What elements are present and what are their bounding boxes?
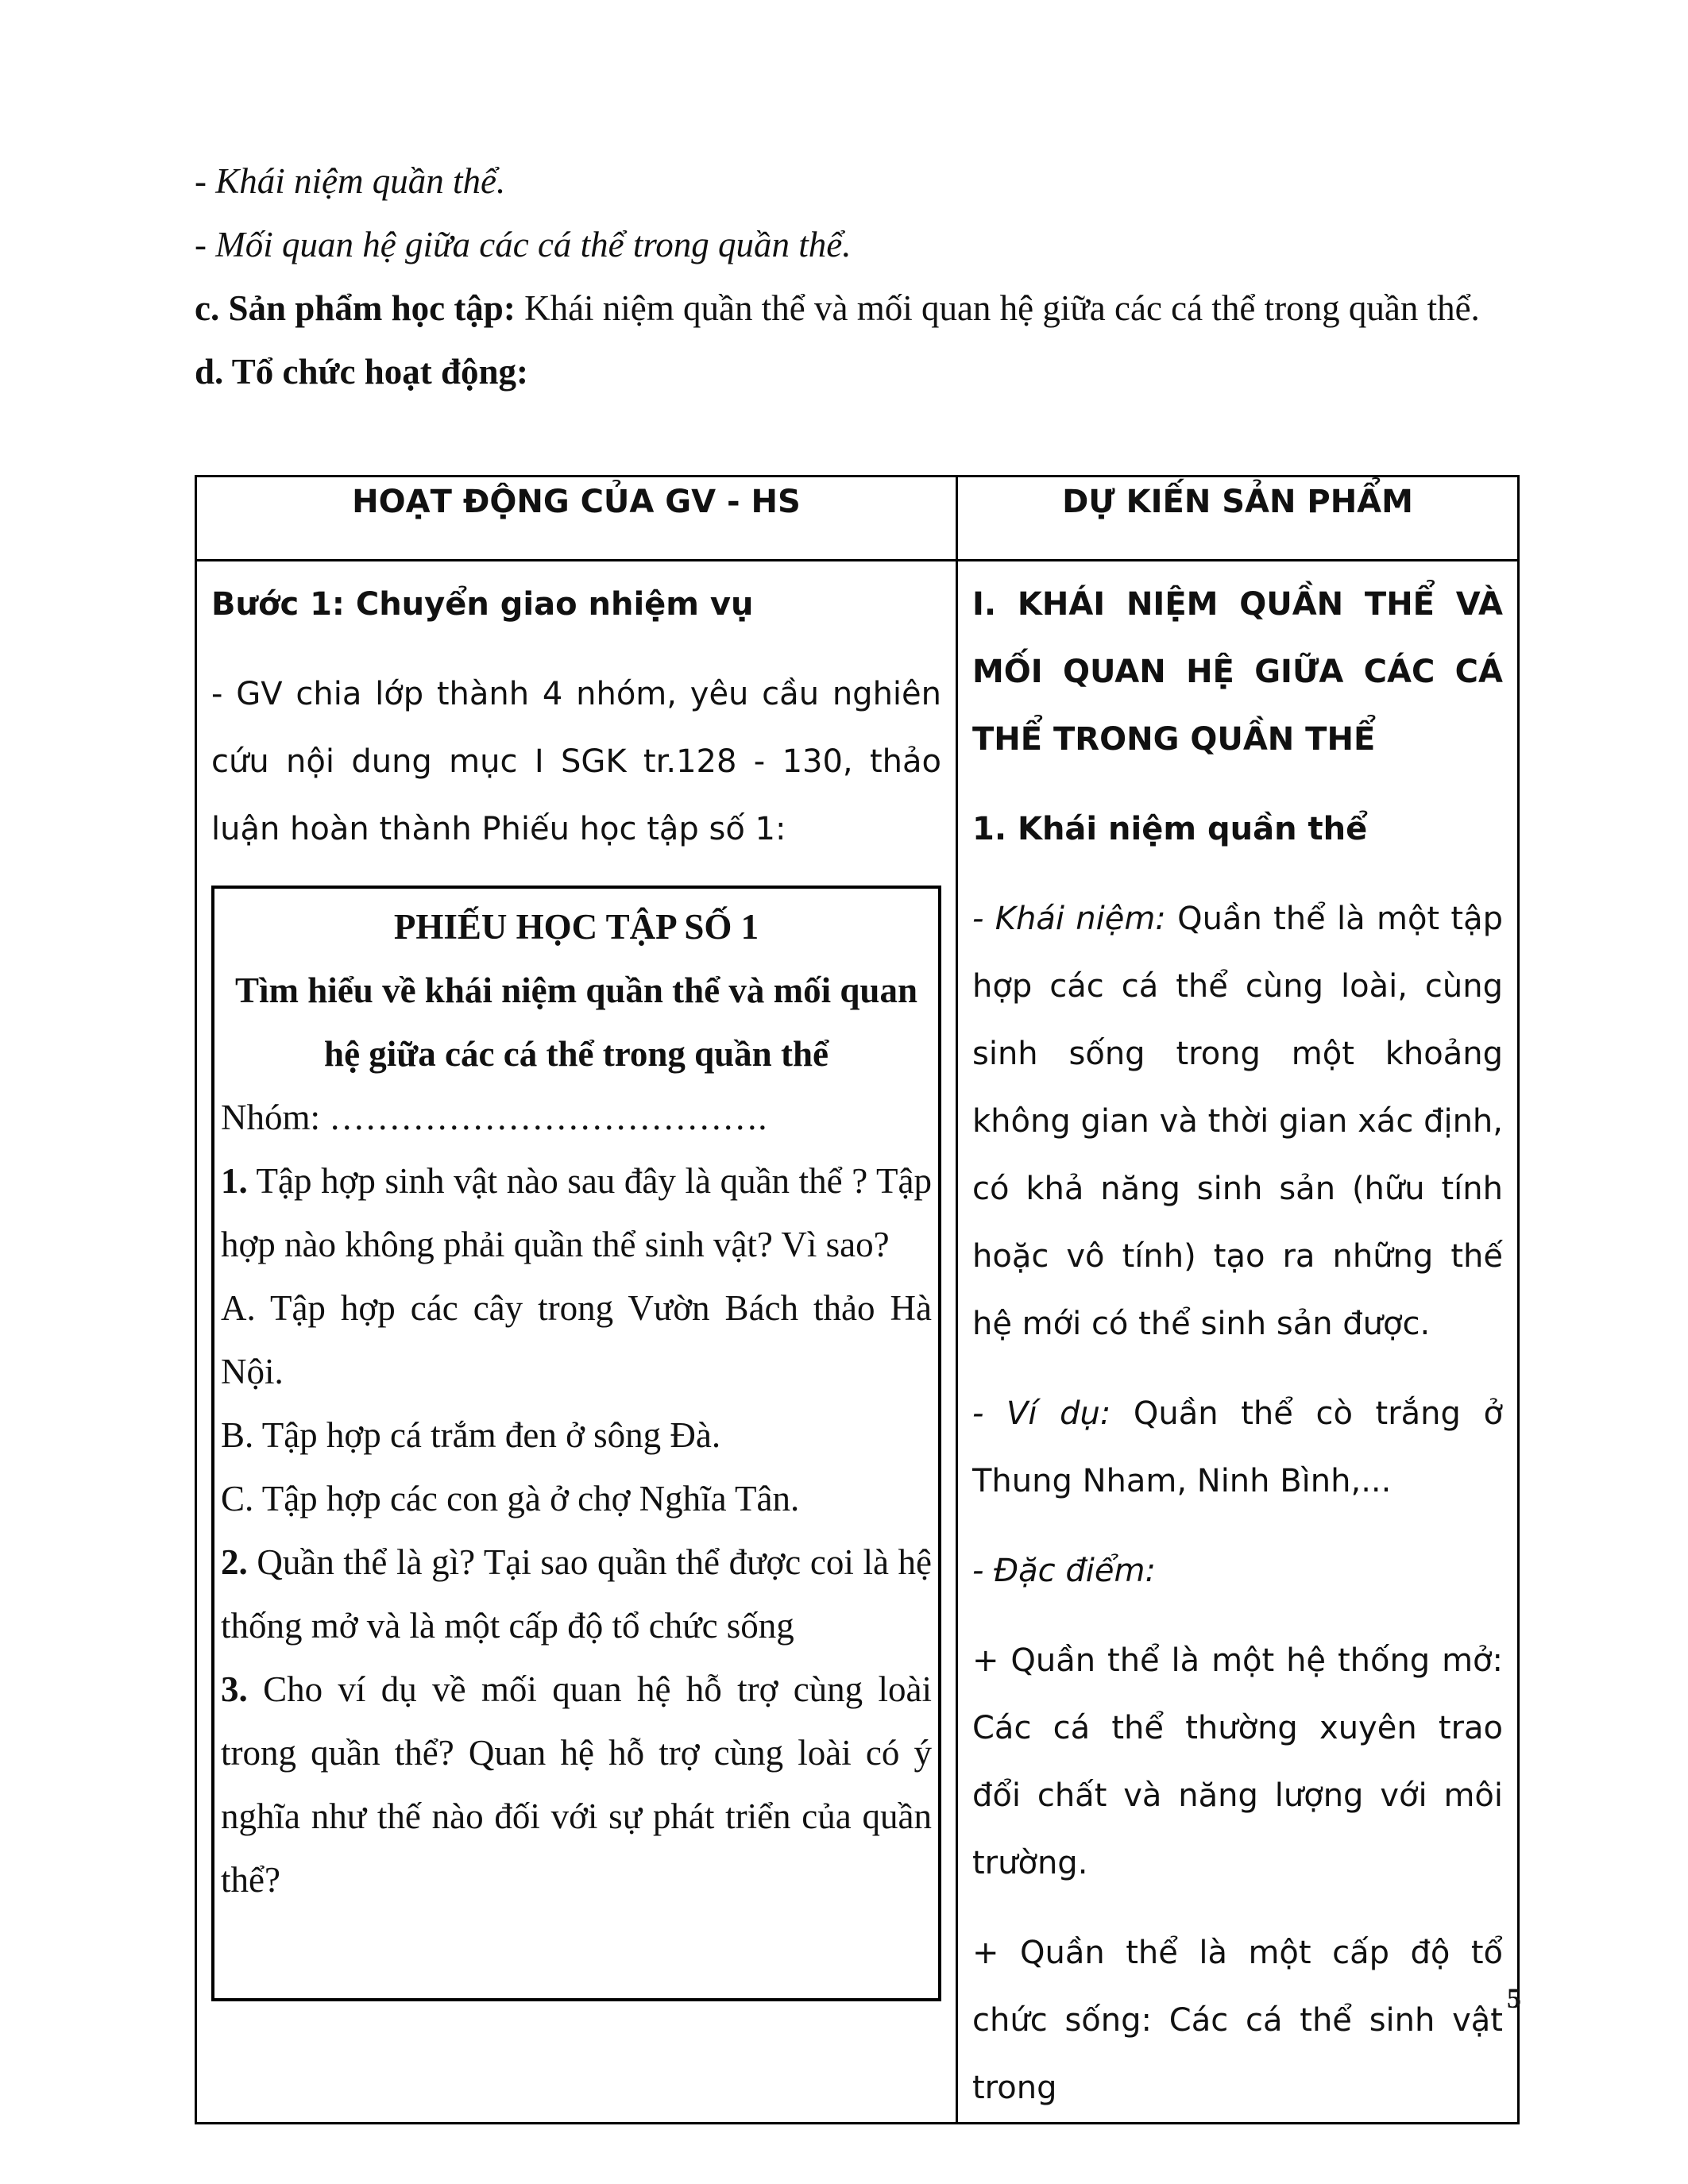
feature-heading: - Đặc điểm: bbox=[972, 1553, 1156, 1589]
example-paragraph: - Ví dụ: Quần thể cò trắng ở Thung Nham, Ninh Bình,... bbox=[972, 1395, 1503, 1499]
table-header-row bbox=[196, 477, 1519, 561]
worksheet-title: PHIẾU HỌC TẬP SỐ 1 bbox=[393, 907, 759, 947]
option-c: C. Tập hợp các con gà ở chợ Nghĩa Tân. bbox=[221, 1479, 800, 1518]
intro-section bbox=[195, 149, 1517, 403]
question-2: 2. Quần thể là gì? Tại sao quần thể được coi là hệ thống mở và là một cấp độ tổ chức sống bbox=[221, 1542, 932, 1646]
page-number: 5 bbox=[1507, 1982, 1521, 2014]
header-teacher-student: HOẠT ĐỘNG CỦA GV - HS bbox=[196, 477, 957, 561]
concept-label: - Khái niệm: bbox=[972, 901, 1166, 937]
worksheet-subtitle: Tìm hiểu về khái niệm quần thể và mối quan hệ giữa các cá thể trong quần thể bbox=[235, 970, 917, 1074]
intro-line-1: - Khái niệm quần thể. bbox=[195, 161, 506, 201]
activity-table bbox=[195, 475, 1520, 2124]
organization-heading: d. Tổ chức hoạt động: bbox=[195, 352, 529, 392]
example-label: - Ví dụ: bbox=[972, 1395, 1111, 1432]
activity-cell bbox=[196, 561, 957, 2124]
worksheet-box bbox=[211, 886, 941, 2001]
product-cell bbox=[957, 561, 1519, 2124]
option-b: B. Tập hợp cá trắm đen ở sông Đà. bbox=[221, 1415, 721, 1455]
question-1: 1. Tập hợp sinh vật nào sau đây là quần thể ? Tập hợp nào không phải quần thể sinh vật? Vì sao? bbox=[221, 1161, 932, 1264]
subsection-heading: 1. Khái niệm quần thể bbox=[972, 811, 1368, 847]
worksheet-group-line: Nhóm: ………………………………. bbox=[221, 1098, 767, 1137]
feature-organization-level: + Quần thể là một cấp độ tổ chức sống: Các cá thể sinh vật trong bbox=[972, 1935, 1503, 2106]
product-paragraph bbox=[195, 276, 1517, 340]
intro-line-2: - Mối quan hệ giữa các cá thể trong quần thể. bbox=[195, 225, 852, 264]
option-a: A. Tập hợp các cây trong Vườn Bách thảo Hà Nội. bbox=[221, 1288, 932, 1391]
section-heading: I. KHÁI NIỆM QUẦN THỂ VÀ MỐI QUAN HỆ GIỮA CÁC CÁ THỂ TRONG QUẦN THỂ bbox=[972, 586, 1503, 758]
product-text: Khái niệm quần thể và mối quan hệ giữa các cá thể trong quần thể. bbox=[515, 288, 1480, 328]
header-expected-product: DỰ KIẾN SẢN PHẨM bbox=[957, 477, 1519, 561]
concept-paragraph: - Khái niệm: Quần thể là một tập hợp các cá thể cùng loài, cùng sinh sống trong một khoảng không gian và thời gian xác định, có khả năng sinh sản (hữu tính hoặc vô tính) tạo ra những thế hệ mới có thể sinh sản được. bbox=[972, 901, 1503, 1342]
table-body-row bbox=[196, 561, 1519, 2124]
feature-open-system: + Quần thể là một hệ thống mở: Các cá thể thường xuyên trao đổi chất và năng lượng với môi trường. bbox=[972, 1642, 1503, 1881]
task-description: - GV chia lớp thành 4 nhóm, yêu cầu nghiên cứu nội dung mục I SGK tr.128 - 130, thảo luận hoàn thành Phiếu học tập số 1: bbox=[211, 676, 941, 847]
step-1-heading: Bước 1: Chuyển giao nhiệm vụ bbox=[211, 586, 754, 623]
question-3: 3. Cho ví dụ về mối quan hệ hỗ trợ cùng loài trong quần thể? Quan hệ hỗ trợ cùng loài có ý nghĩa như thế nào đối với sự phát triển của quần thể? bbox=[221, 1669, 932, 1900]
product-label: c. Sản phẩm học tập: bbox=[195, 288, 516, 328]
